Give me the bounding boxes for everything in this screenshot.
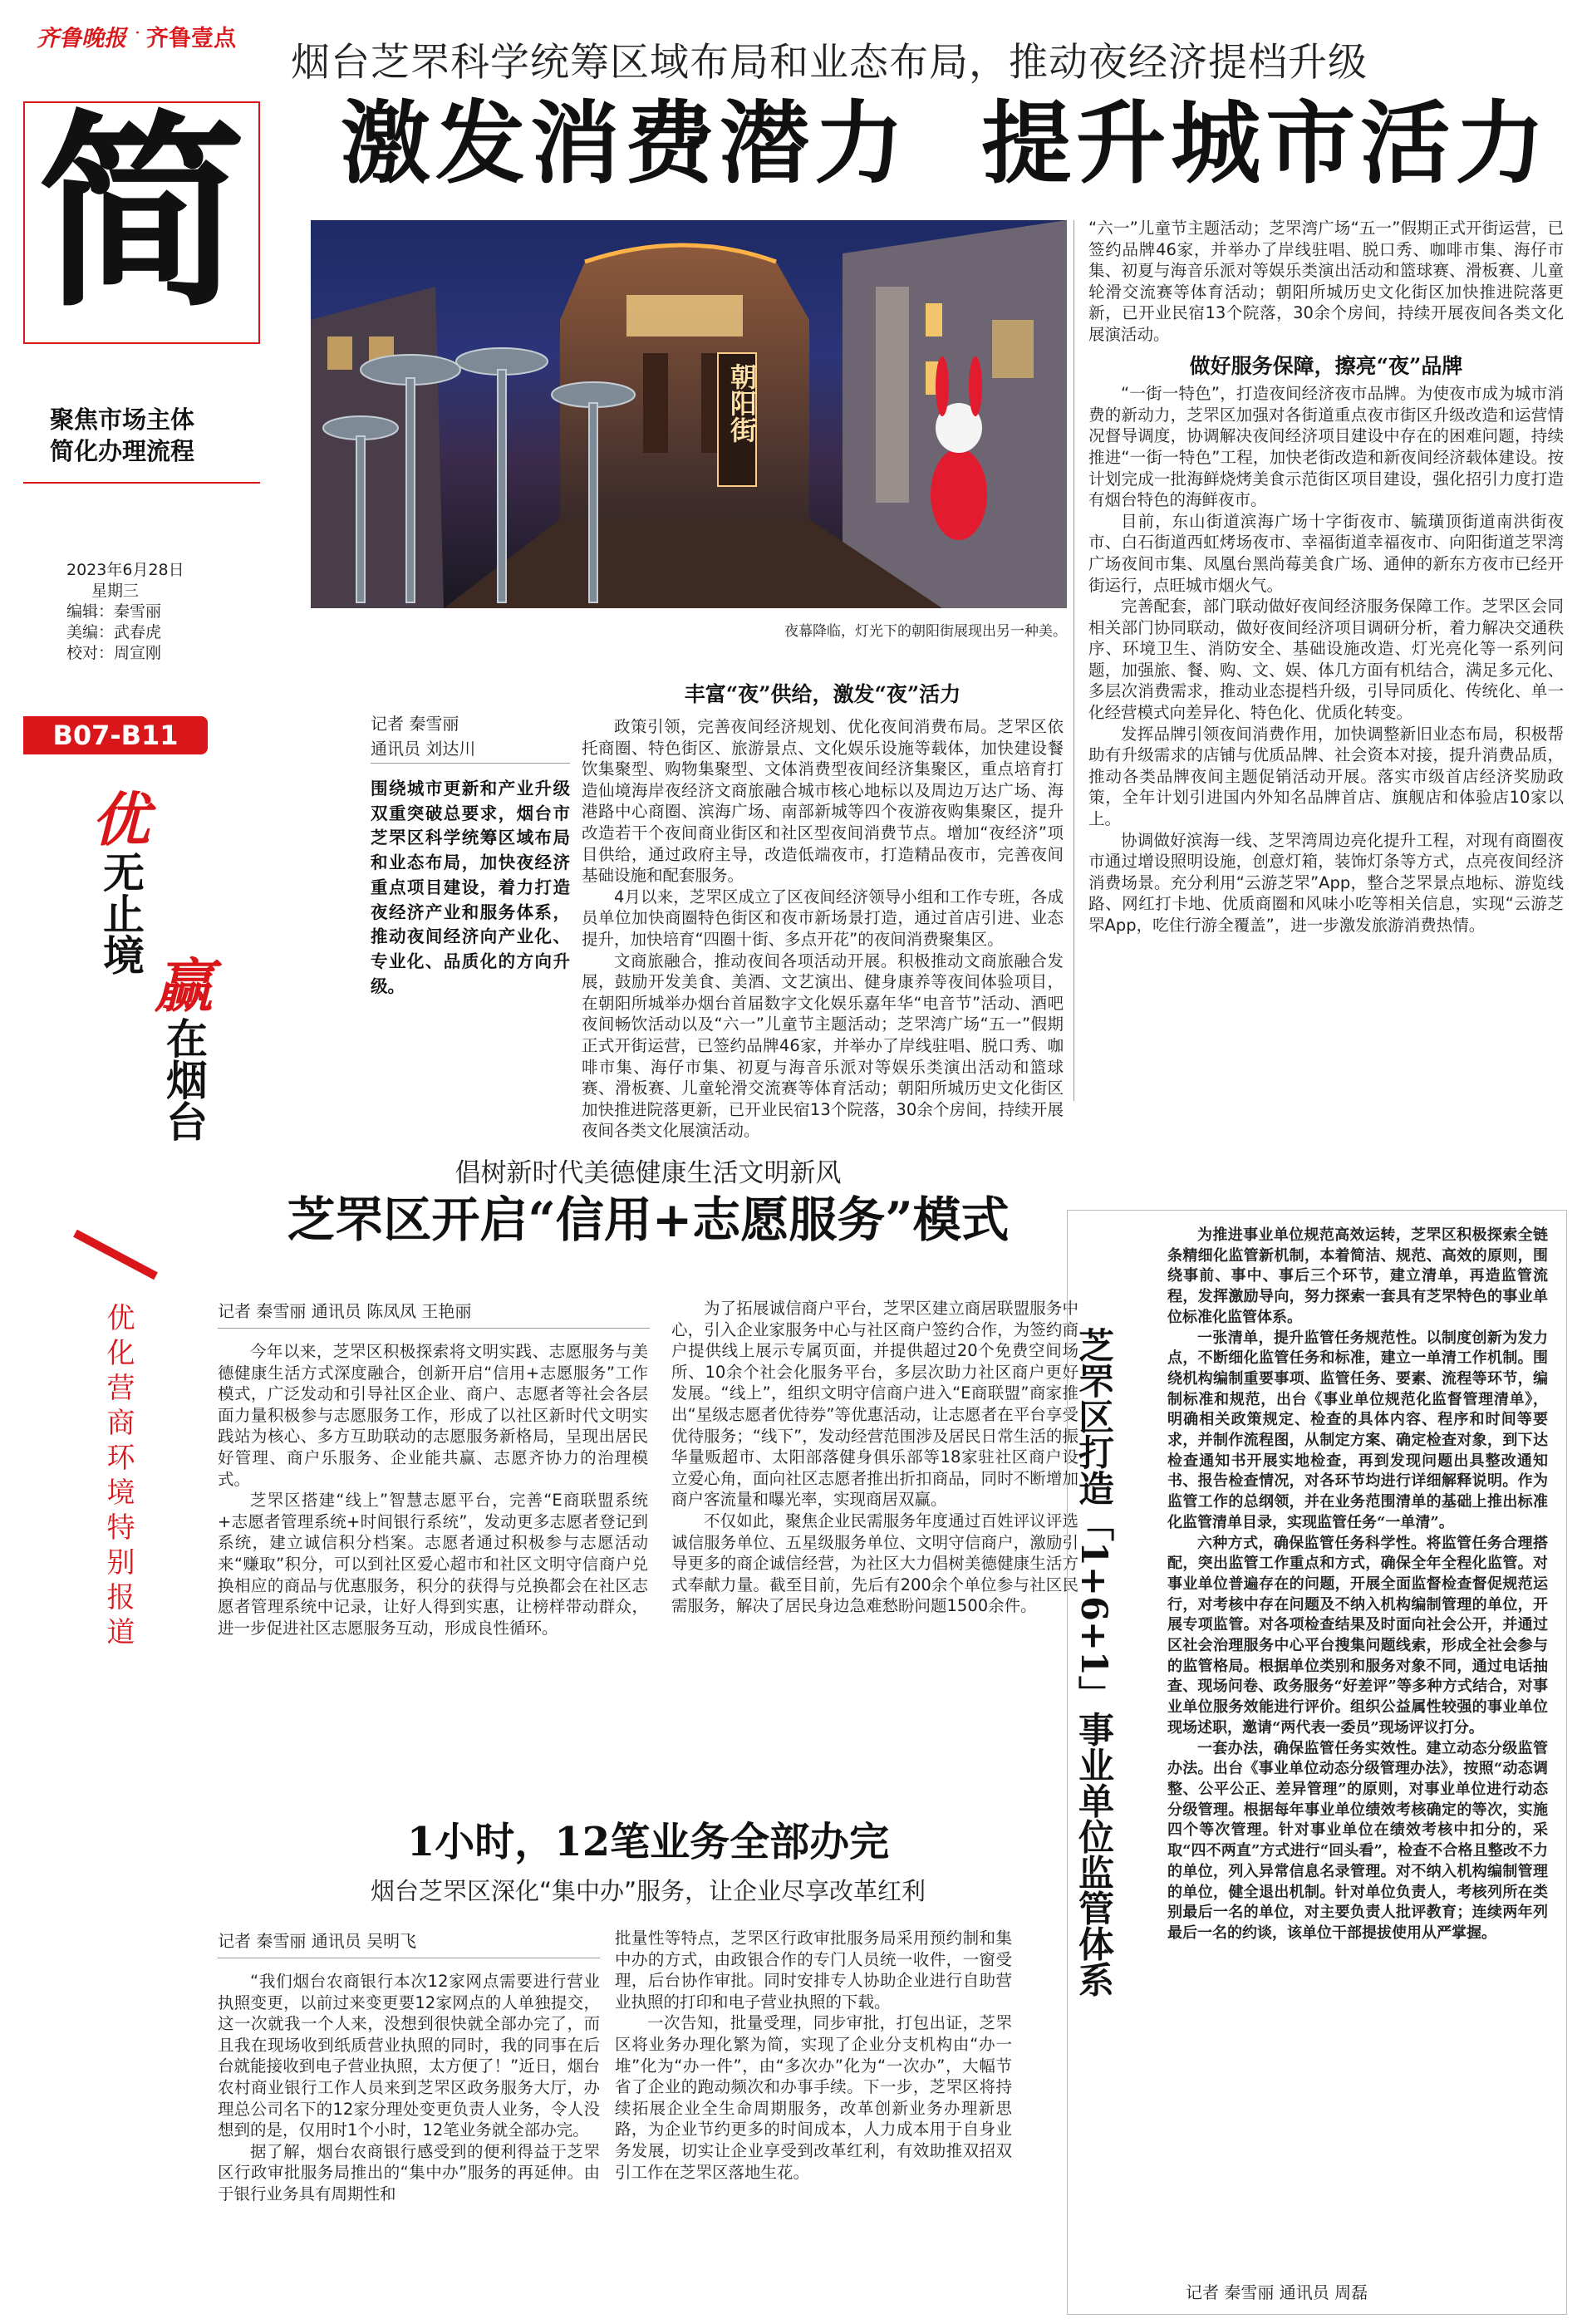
section-badge-char: 简 bbox=[37, 91, 246, 335]
article1-byline-1: 记者 秦雪丽 bbox=[371, 714, 459, 734]
section-badge-subtitle-1: 聚焦市场主体 bbox=[50, 405, 195, 434]
section-badge bbox=[23, 91, 260, 344]
article3-p2: 据了解，烟台农商银行感受到的便利得益于芝罘区行政审批服务局推出的“集中办”服务的再延伸。由于银行业务具有周期性和 bbox=[218, 2141, 600, 2204]
article3-subtitle: 烟台芝罘区深化“集中办”服务，让企业尽享改革红利 bbox=[370, 1877, 926, 1905]
slogan-line2 bbox=[155, 951, 213, 1142]
slogan-rest-2: 在烟台 bbox=[160, 1017, 209, 1142]
section-badge-subtitle-2: 简化办理流程 bbox=[50, 437, 195, 465]
article1-p6: 完善配套，部门联动做好夜间经济服务保障工作。芝罘区会同相关部门协同联动，做好夜间经济项目调研分析，着力解决交通秩序、环境卫生、消防安全、基础设施改造、灯光亮化等一系列问题，加强旅、餐、购、文、娱、体几方面有机结合，满足多元化、多层次消费需求，推动业态提档升级，引导同质化、传统化、单一化经营模式向差异化、特色化、优质化转变。 bbox=[1088, 597, 1564, 723]
article4-body bbox=[1167, 1226, 1548, 2272]
edition-info bbox=[66, 560, 184, 664]
article2-byline: 记者 秦雪丽 通讯员 陈凤凤 王艳丽 bbox=[218, 1301, 472, 1321]
article1-col1 bbox=[582, 716, 1064, 1141]
article1-section1-title: 丰富“夜”供给，激发“夜”活力 bbox=[684, 682, 961, 706]
article2-col1 bbox=[218, 1341, 648, 1806]
article1-byline-2: 通讯员 刘达川 bbox=[371, 739, 476, 759]
app-logo: 齐鲁壹点 bbox=[146, 26, 236, 52]
article1-section2-title: 做好服务保障，擦亮“夜”品牌 bbox=[1189, 353, 1463, 378]
article3-p1: “我们烟台农商银行本次12家网点需要进行营业执照变更，以前过来变更要12家网点的人单独提交，这一次就我一个人来，没想到很快就全部办完了，而且我在现场收到纸质营业执照的同时，我的同事在后台就能接收到电子营业执照，太方便了！”近日，烟台农村商业银行工作人员来到芝罘区政务服务大厅，办理总公司名下的12家分理处变更负责人业务，令人没想到的是，仅用时1个小时，12笔业务就全部办完。 bbox=[218, 1972, 600, 2140]
section-badge-subtitle bbox=[50, 404, 258, 467]
slogan-line1 bbox=[91, 785, 150, 975]
night-street-photo bbox=[311, 220, 1067, 608]
article2-kicker: 倡树新时代美德健康生活文明新风 bbox=[454, 1158, 842, 1188]
slogan-big-you: 优 bbox=[91, 785, 150, 854]
article3-col2 bbox=[615, 1928, 1012, 2307]
article1-lead: 围绕城市更新和产业升级双重突破总要求，烟台市芝罘区科学统筹区域布局和业态布局，加快夜经济重点项目建设，着力打造夜经济产业和服务体系，推动夜间经济向产业化、专业化、品质化的方向升级。 bbox=[371, 779, 570, 996]
article3-col1 bbox=[218, 1971, 600, 2307]
headline-kicker: 烟台芝罘科学统筹区域布局和业态布局，推动夜经济提档升级 bbox=[291, 40, 1368, 86]
article4-title-quote: 「1+6+1」 bbox=[1073, 1506, 1114, 1712]
article1-p3: 文商旅融合，推动夜间各项活动开展。积极推动文商旅融合发展，鼓励开发美食、美酒、文艺演出、健身康养等夜间体验项目，在朝阳所城举办烟台首届数字文化娱乐嘉年华“电音节”活动、酒吧夜间畅饮活动以及“六一”儿童节主题活动；芝罘湾广场“五一”假期正式开街运营，已签约品牌46家，并举办了岸线驻唱、脱口秀、咖啡市集、海仔市集、初夏与海音乐派对等娱乐类演出活动和篮球赛、滑板赛、儿童轮滑交流赛等体育活动；朝阳所城历史文化街区加快推进院落更新，已开业民宿13个院落，30余个房间，持续开展夜间各类文化展演活动。 bbox=[582, 951, 1064, 1141]
paper-logo: 齐鲁晚报 bbox=[37, 26, 126, 52]
article1-p5: 目前，东山街道滨海广场十字街夜市、毓璜顶街道南洪街夜市、白石街道西虹烤场夜市、幸福街道幸福夜市、向阳街道芝罘湾广场夜间市集、凤凰台黑尚莓美食广场、通伸的新东方夜市已经开街运行，点旺城市烟火气。 bbox=[1088, 511, 1564, 595]
article4-byline: 记者 秦雪丽 通讯员 周磊 bbox=[1186, 2282, 1368, 2302]
article1-p4: “一街一特色”，打造夜间经济夜市品牌。为使夜市成为城市消费的新动力，芝罘区加强对各街道重点夜市街区升级改造和运营情况督导调度，协调解决夜间经济项目建设中存在的困难问题，持续推进“一街一特色”工程，加快老街改造和新夜间经济载体建设。按计划完成一批海鲜烧烤美食示范街区项目建设，强化招引力度打造有烟台特色的海鲜夜市。 bbox=[1088, 384, 1564, 510]
article3-title: 1小时，12笔业务全部办完 bbox=[406, 1819, 890, 1865]
edition-proofreader: 校对：周宣刚 bbox=[66, 644, 162, 662]
slogan-rest-1: 无止境 bbox=[96, 851, 145, 975]
headline-title: 激发消费潜力 提升城市活力 bbox=[341, 91, 1550, 196]
photo-caption: 夜幕降临，灯光下的朝阳街展现出另一种美。 bbox=[784, 623, 1067, 640]
article4-p1: 为推进事业单位规范高效运转，芝罘区积极探索全链条精细化监管新机制，本着简洁、规范、高效的原则，围绕事前、事中、事后三个环节，建立清单，再造监管流程，发挥激励导向，努力探索一套具有芝罘特色的事业单位标准化监管体系。 bbox=[1167, 1226, 1548, 1326]
article2-p3: 为了拓展诚信商户平台，芝罘区建立商居联盟服务中心，引入企业家服务中心与社区商户签约合作，为签约商户提供线上展示专属页面，并提供超过20个免费空间场所、10余个社会化服务平台，多层次助力社区商户更好发展。“线上”，组织文明守信商户进入“E商联盟”商家推出“星级志愿者优待券”等优惠活动，让志愿者在平台享受优待服务；“线下”，发动经营范围涉及居民日常生活的振华量贩超市、太阳部落健身俱乐部等18家驻社区商户设立爱心角，面向社区志愿者推出折扣商品，同时不断增加商户客流量和曝光率，实现商居双赢。 bbox=[671, 1299, 1078, 1510]
article1-col2 bbox=[1088, 218, 1564, 1100]
badge-rule bbox=[23, 482, 260, 484]
article3-byline: 记者 秦雪丽 通讯员 吴明飞 bbox=[218, 1931, 417, 1951]
article2-p1: 今年以来，芝罘区积极探索将文明实践、志愿服务与美德健康生活方式深度融合，创新开启“信用+志愿服务”工作模式，广泛发动和引导社区企业、商户、志愿者等社会各层面力量积极参与志愿服务工作，形成了以社区新时代文明实践站为核心、多方互助联动的志愿服务新格局，呈现出居民好管理、商户乐服务、企业能共赢、志愿齐协力的治理模式。 bbox=[218, 1342, 648, 1489]
slogan-big-ying: 赢 bbox=[155, 951, 213, 1020]
masthead bbox=[37, 17, 261, 50]
article2-col2 bbox=[671, 1298, 1078, 1805]
article1-lead-rule bbox=[371, 763, 570, 764]
masthead-divider: · bbox=[135, 23, 140, 44]
edition-editor: 编辑：秦雪丽 bbox=[66, 602, 162, 621]
article4-title-part1: 芝罘区打造 bbox=[1073, 1327, 1114, 1506]
photo-illustration bbox=[311, 220, 1067, 608]
article3-p4: 一次告知，批量受理，同步审批，打包出证，芝罘区将业务办理化繁为简，实现了企业分支机构由“办一堆”化为“办一件”，由“多次办”化为“一次办”，大幅节省了企业的跑动频次和办事手续。下一步，芝罘区将持续拓展企业全生命周期服务，改革创新业务办理新思路，为企业节约更多的时间成本，人力成本用于自身业务发展，切实让企业享受到改革红利，有效助推双招双引工作在芝罘区落地生花。 bbox=[615, 2013, 1012, 2182]
article4-p3: 六种方式，确保监管任务科学性。将监管任务合理搭配，突出监管工作重点和方式，确保全年全程化监管。对事业单位普遍存在的问题，开展全面监督检查督促规范运行，对考核中存在问题及不纳入机构编制管理的单位，开展专项监管。对各项检查结果及时面向社会公开，并通过区社会治理服务中心平台搜集问题线索，形成全社会参与的监管格局。根据单位类别和服务对象不同，通过电话抽查、现场问卷、政务服务“好差评”等多种方式结合，对事业单位服务效能进行评价。组织公益属性较强的事业单位现场述职，邀请“两代表一委员”现场评议打分。 bbox=[1167, 1534, 1548, 1737]
edition-weekday: 星期三 bbox=[91, 582, 140, 600]
article4-box bbox=[1067, 1210, 1567, 2315]
article2-title: 芝罘区开启“信用+志愿服务”模式 bbox=[287, 1191, 1010, 1248]
article2-rule bbox=[218, 1328, 650, 1329]
article4-title bbox=[1073, 1327, 1114, 1997]
article1-p2: 4月以来，芝罘区成立了区夜间经济领导小组和工作专班，各成员单位加快商圈特色街区和夜市新场景打造，通过首店引进、业态提升，加快培育“四圈十街、多点开花”的夜间消费聚集区。 bbox=[582, 887, 1064, 949]
article4-p4: 一套办法，确保监管任务实效性。建立动态分级监管办法。出台《事业单位动态分级管理办法》，按照“动态调整、公平公正、差异管理”的原则，对事业单位进行动态分级管理。根据每年事业单位绩效考核确定的等次，实施四个等次管理。针对事业单位在绩效考核中扣分的，采取“四不两直”方式进行“回头看”，检查不合格且整改不力的单位，列入异常信息名录管理。对不纳入机构编制管理的单位，健全退出机制。针对单位负责人，考核列所在类别最后一名的单位，对主要负责人批评教育；连续两年列最后一名的约谈，该单位干部提拔使用从严掌握。 bbox=[1167, 1739, 1548, 1942]
article2-p4: 不仅如此，聚焦企业民需服务年度通过百姓评议评选诚信服务单位、五星级服务单位、文明守信商户，激励引导更多的商企诚信经营，为社区大力倡树美德健康生活方式奉献力量。截至目前，先后有200余个单位参与社区民需服务，解决了居民身边急难愁盼问题1500余件。 bbox=[671, 1511, 1078, 1616]
edition-date: 2023年6月28日 bbox=[66, 561, 184, 579]
article4-title-part2: 事业单位监管体系 bbox=[1073, 1711, 1114, 1997]
series-slash bbox=[73, 1230, 158, 1280]
article1-p1: 政策引领，完善夜间经济规划、优化夜间消费布局。芝罘区依托商圈、特色街区、旅游景点、文化娱乐设施等载体，加快建设餐饮集聚型、购物集聚型、文体消费型夜间经济集聚区，重点培育打造仙境海岸夜经济文商旅融合城市核心地标以及周边万达广场、海港路中心商圈、滨海广场、南部新城等四个夜游夜购集聚区，提升改造若干个夜间商业街区和社区型夜间消费节点。增加“夜经济”项目供给，通过政府主导，改造低端夜市，打造精品夜市，完善夜间基础设施和配套服务。 bbox=[582, 717, 1064, 886]
article1-p3-continued: “六一”儿童节主题活动；芝罘湾广场“五一”假期正式开街运营，已签约品牌46家，并举办了岸线驻唱、脱口秀、咖啡市集、海仔市集、初夏与海音乐派对等娱乐类演出活动和篮球赛、滑板赛、儿童轮滑交流赛等体育活动；朝阳所城历史文化街区加快推进院落更新，已开业民宿13个院落，30余个房间，持续开展夜间各类文化展演活动。 bbox=[1088, 219, 1564, 344]
article2-p2: 芝罘区搭建“线上”智慧志愿平台，完善“E商联盟系统+志愿者管理系统+时间银行系统”，发动更多志愿者登记到系统，建立诚信积分档案。志愿者通过积极参与志愿活动来“赚取”积分，可以到社区爱心超市和社区文明守信商户兑换相应的商品与优惠服务，积分的获得与兑换都会在社区志愿者管理系统中记录，让好人得到实惠，让榜样带动群众，进一步促进社区志愿服务互动，形成良性循环。 bbox=[218, 1491, 648, 1638]
photo-sign-text: 朝阳街 bbox=[726, 363, 758, 443]
edition-designer: 美编：武春虎 bbox=[66, 623, 162, 641]
page-range-badge: B07-B11 bbox=[23, 716, 208, 754]
article3-p3: 批量性等特点，芝罘区行政审批服务局采用预约制和集中办的方式，由政银合作的专门人员统一收件，一窗受理，后台协作审批。同时安排专人协助企业进行自助营业执照的打印和电子营业执照的下载。 bbox=[615, 1928, 1012, 2012]
article4-p2: 一张清单，提升监管任务规范性。以制度创新为发力点，不断细化监管任务和标准，建立一单清工作机制。围绕机构编制重要事项、监管任务、要素、流程等环节，编制标准和规范，出台《事业单位规范化监督管理清单》，明确相关政策规定、检查的具体内容、程序和时间等要求，并制作流程图，从制定方案、确定检查对象，到下达检查通知书开展实地检查，再到发现问题出具整改通知书、报告检查情况，对各环节均进行详细解释说明。作为监管工作的总纲领，并在业务范围清单的基础上推出标准化监管清单目录，实现监管任务“一单清”。 bbox=[1167, 1329, 1548, 1531]
article1-p7: 发挥品牌引领夜间消费作用，加快调整新旧业态布局，积极帮助有升级需求的店铺与优质品牌、社会资本对接，提升消费品质，推动各类品牌夜间主题促销活动开展。落实市级首店经济奖励政策，全年计划引进国内外知名品牌首店、旗舰店和体验店10家以上。 bbox=[1088, 724, 1564, 829]
article1-byline bbox=[371, 711, 475, 761]
series-label: 优化营商环境特别报道 bbox=[101, 1303, 135, 1652]
article1-p8: 协调做好滨海一线、芝罘湾周边亮化提升工程，对现有商圈夜市通过增设照明设施，创意灯箱，装饰灯条等方式，点亮夜间经济消费场景。充分利用“云游芝罘”App，整合芝罘景点地标、游览线路、网红打卡地、优质商圈和风味小吃等相关信息，实现“云游芝罘App，吃住行游全覆盖”，进一步激发旅游消费热情。 bbox=[1088, 830, 1564, 935]
